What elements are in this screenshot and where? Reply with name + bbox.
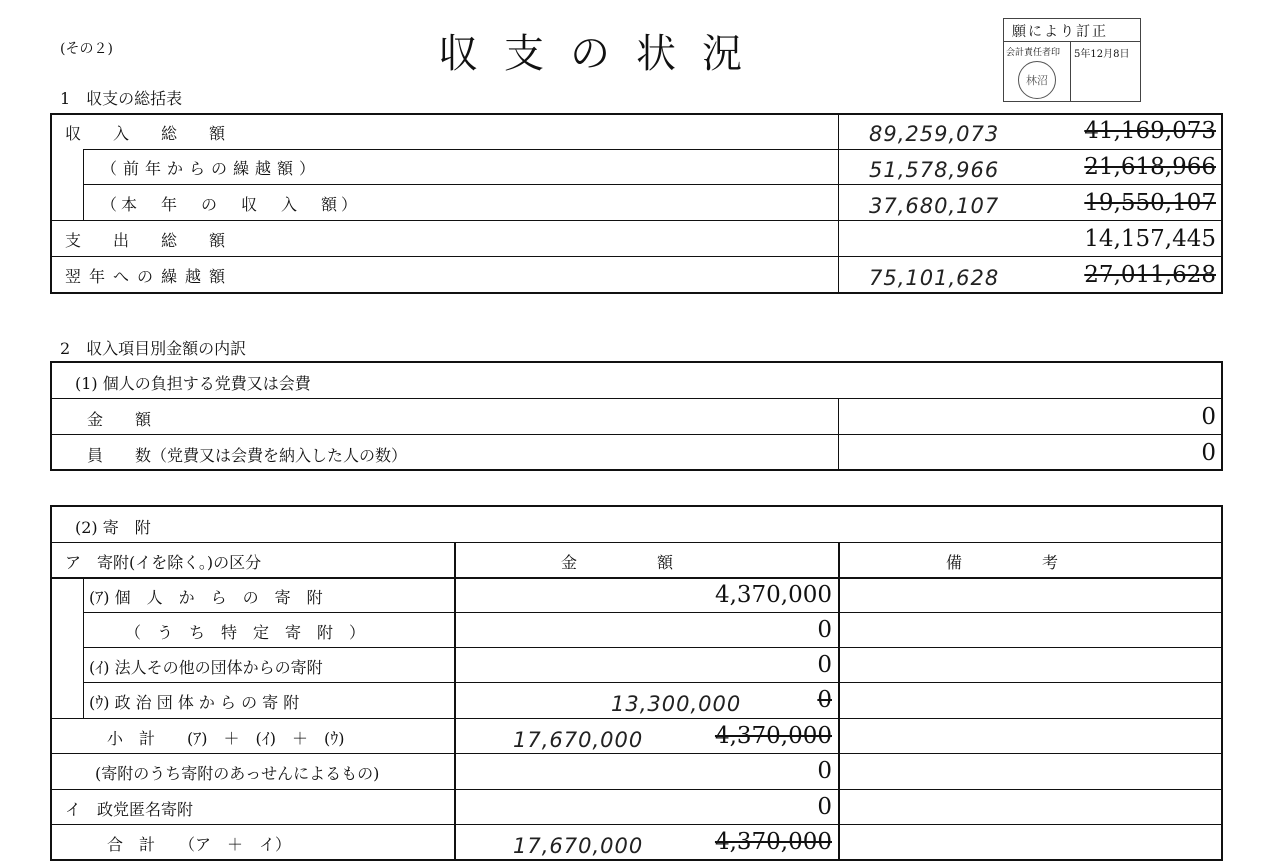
correction-notice: 願により訂正: [1012, 24, 1108, 40]
donation-value-corporate: 0: [817, 652, 832, 678]
summary-value-total-income: 41,169,073: [1084, 118, 1216, 144]
summary-hand-income-this-year: 37,680,107: [869, 194, 1000, 218]
donation-value-anonymous: 0: [817, 794, 832, 820]
stamp-label: 会計責任者印: [1006, 48, 1061, 58]
donation-value-mediated: 0: [817, 758, 832, 784]
fees-amount-value: 0: [1201, 404, 1216, 430]
summary-value-carryover-prev: 21,618,966: [1084, 154, 1216, 180]
col-header-category: ア 寄附(イを除く。)の区分: [65, 553, 262, 572]
fees-title: (1) 個人の負担する党費又は会費: [75, 374, 311, 393]
summary-value-carryover-next: 27,011,628: [1084, 262, 1216, 288]
section2-heading: 2 収入項目別金額の内訳: [60, 339, 247, 358]
summary-label-carryover-next: 翌年への繰越額: [65, 267, 234, 286]
fees-amount-label: 金 額: [87, 410, 152, 429]
summary-value-income-this-year: 19,550,107: [1084, 190, 1216, 216]
section1-heading: 1 収支の総括表: [60, 89, 183, 108]
stamp-date: 5年12月8日: [1074, 49, 1130, 60]
summary-hand-carryover-prev: 51,578,966: [869, 158, 1000, 182]
fees-members-label: 員 数（党費又は会費を納入した人の数）: [87, 446, 408, 465]
donation-hand-political-org: 13,300,000: [611, 692, 742, 716]
donation-label-political-org: (ｳ) 政 治 団 体 か ら の 寄 附: [89, 693, 300, 712]
donation-value-total: 4,370,000: [714, 829, 832, 855]
donation-label-individual: (ｱ) 個 人 か ら の 寄 附: [89, 588, 323, 607]
donation-label-mediated: (寄附のうち寄附のあっせんによるもの): [95, 764, 380, 783]
donation-value-subtotal: 4,370,000: [714, 723, 832, 749]
page-title: 収支の状況: [438, 31, 768, 77]
col-header-amount: 金 額: [561, 553, 674, 572]
col-header-note: 備 考: [946, 553, 1059, 572]
seal-stamp: 林沼: [1018, 61, 1056, 99]
fees-members-value: 0: [1201, 440, 1216, 466]
summary-label-income-this-year: （本 年 の 収 入 額）: [101, 195, 362, 214]
fees-table: [51, 362, 1222, 470]
donations-title: (2) 寄 附: [75, 518, 151, 537]
donation-label-subtotal: 小 計 (ｱ) ＋ (ｲ) ＋ (ｳ): [107, 729, 345, 748]
donation-label-corporate: (ｲ) 法人その他の団体からの寄附: [89, 658, 323, 677]
summary-hand-total-income: 89,259,073: [869, 122, 1000, 146]
donation-label-specified: （ う ち 特 定 寄 附 ）: [125, 623, 366, 642]
summary-value-total-expense: 14,157,445: [1084, 226, 1216, 252]
summary-table: [51, 114, 1222, 293]
correction-stamp: [1003, 18, 1141, 102]
page-subtitle: (その２): [60, 41, 113, 57]
donation-hand-subtotal: 17,670,000: [513, 728, 644, 752]
summary-label-total-income: 収 入 総 額: [65, 124, 234, 143]
donation-label-total: 合 計 （ア ＋ イ）: [107, 835, 292, 854]
summary-hand-carryover-next: 75,101,628: [869, 266, 1000, 290]
donation-label-anonymous: イ 政党匿名寄附: [65, 800, 194, 819]
donations-table: [51, 506, 1222, 860]
summary-label-carryover-prev: （前年からの繰越額）: [101, 159, 322, 178]
donation-value-individual: 4,370,000: [714, 582, 832, 608]
summary-label-total-expense: 支 出 総 額: [65, 231, 234, 250]
donation-hand-total: 17,670,000: [513, 834, 644, 858]
donation-value-specified: 0: [817, 617, 832, 643]
donation-value-political-org: 0: [817, 687, 832, 713]
